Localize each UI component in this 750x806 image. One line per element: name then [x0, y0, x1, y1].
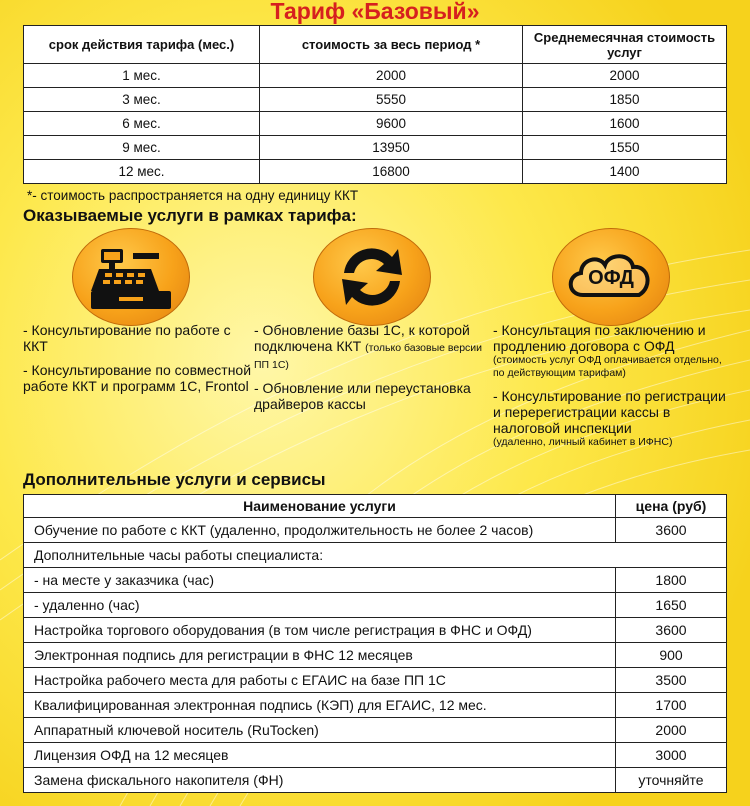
table-header-row — [24, 26, 727, 64]
services-heading: Оказываемые услуги в рамках тарифа: — [23, 206, 357, 225]
extra-services-table — [23, 494, 727, 793]
column-header: срок действия тарифа (мес.) — [24, 26, 260, 64]
table-cell: 1600 — [523, 112, 727, 136]
table-header-row — [24, 495, 727, 518]
service-name: Дополнительные часы работы специалиста: — [24, 543, 727, 568]
service-name: Электронная подпись для регистрации в ФНС 12 месяцев — [24, 643, 616, 668]
table-cell: 1550 — [523, 136, 727, 160]
table-row — [24, 618, 727, 643]
table-row — [24, 568, 727, 593]
table-row — [24, 593, 727, 618]
extra-services-heading: Дополнительные услуги и сервисы — [23, 470, 326, 489]
table-row — [24, 743, 727, 768]
table-row — [24, 112, 727, 136]
table-row — [24, 543, 727, 568]
table-cell: 1 мес. — [24, 64, 260, 88]
list-item-text: - Консультация по заключению и продлению договора с ОФД — [493, 322, 706, 354]
table-cell: 1850 — [523, 88, 727, 112]
service-price: 2000 — [616, 718, 727, 743]
service-name: Аппаратный ключевой носитель (RuTocken) — [24, 718, 616, 743]
service-price: 3500 — [616, 668, 727, 693]
page-title: Тариф «Базовый» — [270, 0, 480, 24]
table-cell: 5550 — [260, 88, 523, 112]
list-item-text: - Консультирование по регистрации и перерегистрации кассы в налоговой инспекции — [493, 388, 726, 436]
column-header: Среднемесячная стоимость услуг — [523, 26, 727, 64]
service-price: 3600 — [616, 518, 727, 543]
footnote: *- стоимость распространяется на одну единицу ККТ — [27, 188, 359, 203]
table-cell: 13950 — [260, 136, 523, 160]
list-item: - Консультирование по совместной работе ККТ и программ 1С, Frontol — [23, 362, 252, 394]
list-item: - Обновление или переустановка драйверов кассы — [254, 380, 471, 412]
table-cell: 1400 — [523, 160, 727, 184]
service-name: - удаленно (час) — [24, 593, 616, 618]
service-price: уточняйте — [616, 768, 727, 793]
service-price: 900 — [616, 643, 727, 668]
table-row — [24, 668, 727, 693]
list-item — [493, 322, 728, 380]
service-name: - на месте у заказчика (час) — [24, 568, 616, 593]
table-cell: 16800 — [260, 160, 523, 184]
service-price: 1800 — [616, 568, 727, 593]
service-price: 1650 — [616, 593, 727, 618]
cash-register-icon — [72, 228, 190, 326]
service-price: 3000 — [616, 743, 727, 768]
list-item — [493, 388, 728, 449]
table-row — [24, 136, 727, 160]
service-price: 3600 — [616, 618, 727, 643]
ofd-label: ОФД — [588, 267, 634, 289]
table-cell: 2000 — [523, 64, 727, 88]
table-cell: 2000 — [260, 64, 523, 88]
table-row — [24, 64, 727, 88]
list-item-note: (только базовые версии ПП 1С) — [254, 342, 483, 371]
column-header: стоимость за весь период * — [260, 26, 523, 64]
table-row — [24, 768, 727, 793]
list-item-note: (стоимость услуг ОФД оплачивается отдельно, по действующим тарифам) — [493, 354, 722, 379]
service-name: Обучение по работе с ККТ (удаленно, продолжительность не более 2 часов) — [24, 518, 616, 543]
list-item-text: - Обновление базы 1С, к которой подключена ККТ — [254, 322, 470, 354]
column-header: цена (руб) — [616, 495, 727, 518]
table-row — [24, 643, 727, 668]
table-cell: 9600 — [260, 112, 523, 136]
service-name: Квалифицированная электронная подпись (КЭП) для ЕГАИС, 12 мес. — [24, 693, 616, 718]
table-cell: 6 мес. — [24, 112, 260, 136]
table-cell: 12 мес. — [24, 160, 260, 184]
table-row — [24, 88, 727, 112]
table-cell: 9 мес. — [24, 136, 260, 160]
services-column-ofd — [493, 322, 728, 457]
column-header: Наименование услуги — [24, 495, 616, 518]
service-name: Лицензия ОФД на 12 месяцев — [24, 743, 616, 768]
refresh-arrows-icon — [313, 228, 431, 326]
service-name: Настройка рабочего места для работы с ЕГАИС на базе ПП 1С — [24, 668, 616, 693]
table-row — [24, 518, 727, 543]
table-row — [24, 718, 727, 743]
service-price: 1700 — [616, 693, 727, 718]
table-row — [24, 160, 727, 184]
services-column-kkt — [23, 322, 253, 402]
list-item: - Консультирование по работе с ККТ — [23, 322, 231, 354]
service-name: Замена фискального накопителя (ФН) — [24, 768, 616, 793]
tariff-table — [23, 25, 727, 184]
table-cell: 3 мес. — [24, 88, 260, 112]
services-column-update — [254, 322, 492, 420]
service-name: Настройка торгового оборудования (в том числе регистрация в ФНС и ОФД) — [24, 618, 616, 643]
list-item-note: (удаленно, личный кабинет в ИФНС) — [493, 436, 673, 448]
ofd-cloud-icon — [552, 228, 670, 326]
table-row — [24, 693, 727, 718]
list-item — [254, 322, 492, 372]
